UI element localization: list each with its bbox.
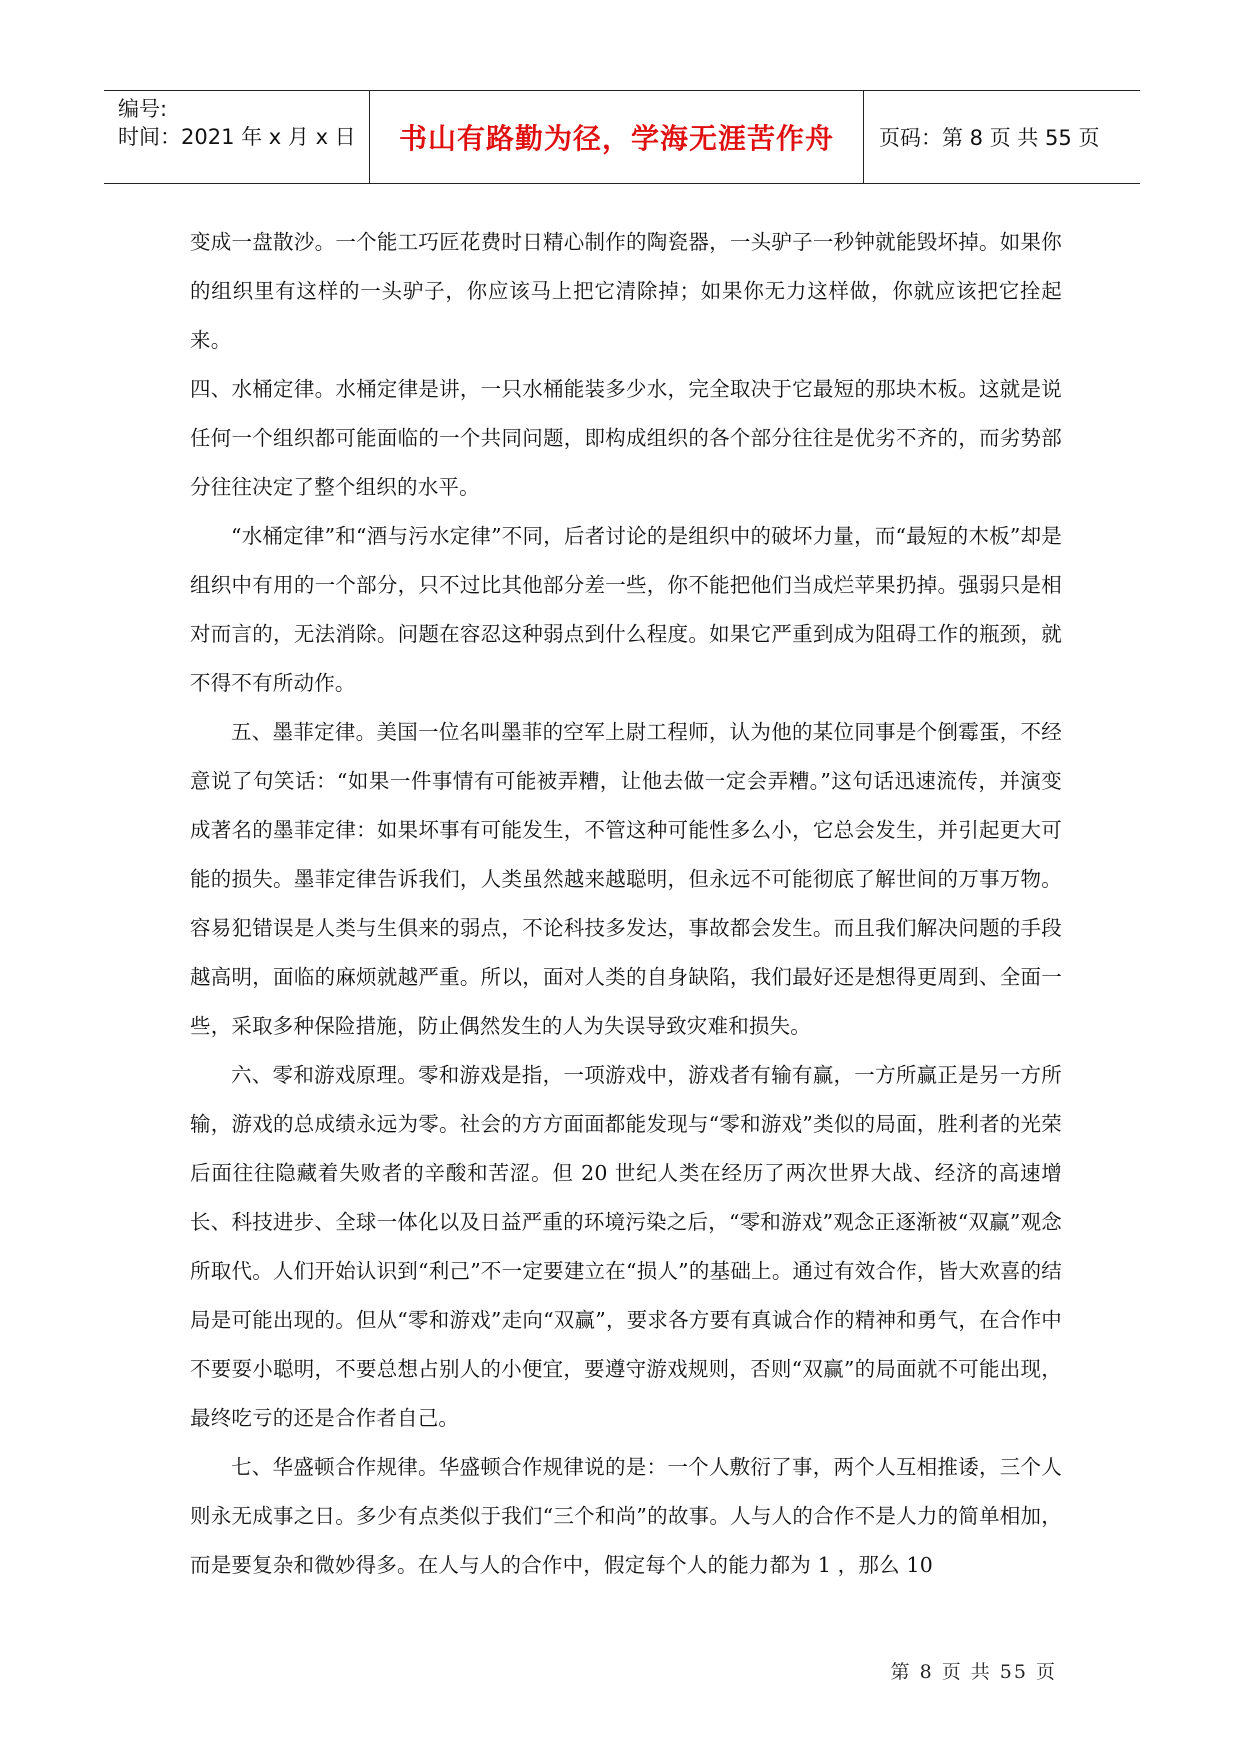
paragraph-3: “水桶定律”和“酒与污水定律”不同，后者讨论的是组织中的破坏力量，而“最短的木板”却是组织中有用的一个部分，只不过比其他部分差一些，你不能把他们当成烂苹果扔掉。强弱只是相对而言的，无法消除。问题在容忍这种弱点到什么程度。如果它严重到成为阻碍工作的瓶颈，就不得不有所动作。 bbox=[190, 524, 1062, 695]
document-time-label: 时间：2021 年 x 月 x 日 bbox=[118, 125, 356, 149]
paragraph-4: 五、墨菲定律。美国一位名叫墨菲的空军上尉工程师，认为他的某位同事是个倒霉蛋，不经意说了句笑话：“如果一件事情有可能被弄糟，让他去做一定会弄糟。”这句话迅速流传，并演变成著名的墨菲定律：如果坏事有可能发生，不管这种可能性多么小，它总会发生，并引起更大可能的损失。墨菲定律告诉我们，人类虽然越来越聪明，但永远不可能彻底了解世间的万事万物。容易犯错误是人类与生俱来的弱点，不论科技多发达，事故都会发生。而且我们解决问题的手段越高明，面临的麻烦就越严重。所以，面对人类的自身缺陷，我们最好还是想得更周到、全面一些，采取多种保险措施，防止偶然发生的人为失误导致灾难和损失。 bbox=[190, 720, 1062, 1038]
header-page-cell bbox=[864, 91, 1140, 183]
paragraph-2: 四、水桶定律。水桶定律是讲，一只水桶能装多少水，完全取决于它最短的那块木板。这就是说任何一个组织都可能面临的一个共同问题，即构成组织的各个部分往往是优劣不齐的，而劣势部分往往决定了整个组织的水平。 bbox=[190, 377, 1062, 499]
header-motto: 书山有路勤为径，学海无涯苦作舟 bbox=[398, 122, 834, 155]
page-header bbox=[104, 90, 1140, 184]
header-info-cell bbox=[118, 91, 370, 183]
header-motto-cell bbox=[369, 91, 864, 183]
document-number-label: 编号: bbox=[118, 97, 168, 121]
header-page-code: 页码：第 8 页 共 55 页 bbox=[879, 126, 1100, 150]
paragraph-5: 六、零和游戏原理。零和游戏是指，一项游戏中，游戏者有输有赢，一方所赢正是另一方所输，游戏的总成绩永远为零。社会的方方面面都能发现与“零和游戏”类似的局面，胜利者的光荣后面往往隐藏着失败者的辛酸和苦涩。但 20 世纪人类在经历了两次世界大战、经济的高速增长、科技进步、全球一体化以及日益严重的环境污染之后，“零和游戏”观念正逐渐被“双赢”观念所取代。人们开始认识到“利己”不一定要建立在“损人”的基础上。通过有效合作，皆大欢喜的结局是可能出现的。但从“零和游戏”走向“双赢”，要求各方要有真诚合作的精神和勇气，在合作中不要耍小聪明，不要总想占别人的小便宜，要遵守游戏规则，否则“双赢”的局面就不可能出现，最终吃亏的还是合作者自己。 bbox=[190, 1063, 1062, 1430]
paragraph-6: 七、华盛顿合作规律。华盛顿合作规律说的是：一个人敷衍了事，两个人互相推诿，三个人则永无成事之日。多少有点类似于我们“三个和尚”的故事。人与人的合作不是人力的简单相加，而是要复杂和微妙得多。在人与人的合作中，假定每个人的能力都为 1 ，那么 10 bbox=[190, 1455, 1062, 1577]
footer-page-number: 第 8 页 共 55 页 bbox=[890, 1661, 1057, 1683]
paragraph-1: 变成一盘散沙。一个能工巧匠花费时日精心制作的陶瓷器，一头驴子一秒钟就能毁坏掉。如果你的组织里有这样的一头驴子，你应该马上把它清除掉；如果你无力这样做，你就应该把它拴起来。 bbox=[190, 230, 1062, 352]
document-body bbox=[190, 218, 1062, 1590]
